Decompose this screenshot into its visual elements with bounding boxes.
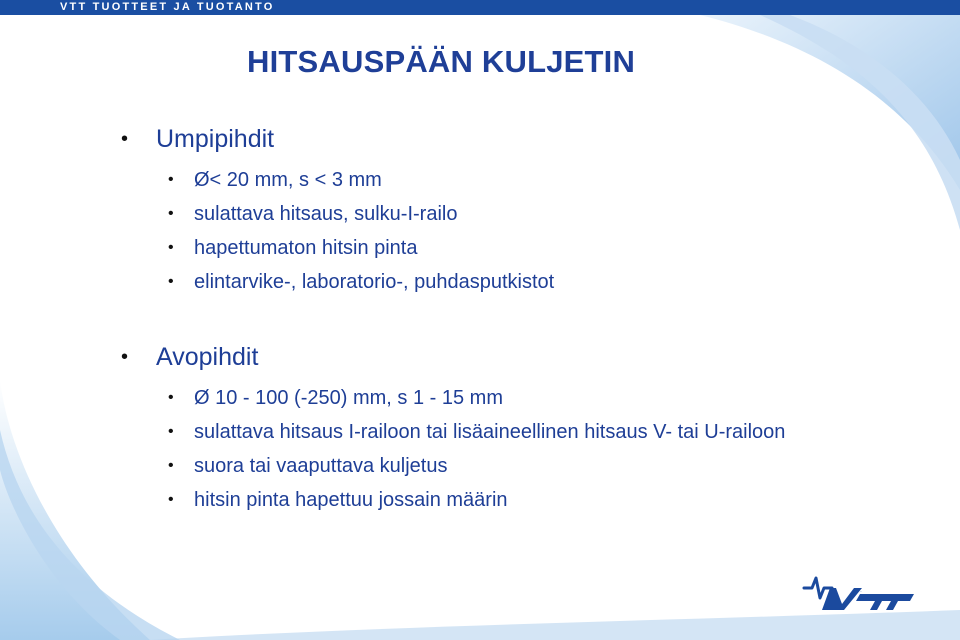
list-item: [0, 235, 900, 261]
list-item: [0, 419, 900, 445]
section-heading-label: Umpipihdit: [156, 125, 275, 153]
section-avopihdit: [0, 342, 900, 513]
vtt-logo-icon: [802, 574, 918, 614]
list-item-text: suora tai vaaputtava kuljetus: [194, 455, 448, 477]
bullet-icon: •: [168, 423, 174, 440]
company-label: VTT TUOTTEET JA TUOTANTO: [60, 1, 275, 13]
list-item: [0, 201, 900, 227]
section-heading: [0, 342, 900, 372]
section-heading: [0, 124, 900, 154]
list-item-text: elintarvike-, laboratorio-, puhdasputkistot: [194, 271, 555, 293]
list-item-text: sulattava hitsaus I-railoon tai lisäaineellinen hitsaus V- tai U-railoon: [194, 421, 786, 443]
list-item-text: sulattava hitsaus, sulku-I-railo: [194, 203, 458, 225]
list-item-text: Ø< 20 mm, s < 3 mm: [194, 169, 382, 191]
logo-text: VTT: [860, 592, 862, 593]
section-heading-label: Avopihdit: [156, 343, 259, 371]
list-item-text: hitsin pinta hapettuu jossain määrin: [194, 489, 508, 511]
section-umpipihdit: [0, 124, 900, 295]
bullet-icon: •: [168, 205, 174, 222]
list-item: [0, 385, 900, 411]
bullet-icon: •: [168, 273, 174, 290]
bullet-icon: •: [168, 389, 174, 406]
list-item: [0, 269, 900, 295]
bullet-icon: •: [121, 346, 129, 368]
bullet-icon: •: [168, 457, 174, 474]
bullet-icon: •: [168, 239, 174, 256]
list-item: [0, 487, 900, 513]
bullet-icon: •: [168, 171, 174, 188]
list-item: [0, 453, 900, 479]
bullet-icon: •: [168, 491, 174, 508]
list-item-text: hapettumaton hitsin pinta: [194, 237, 418, 259]
slide-title: HITSAUSPÄÄN KULJETIN: [247, 44, 636, 79]
list-item: [0, 167, 900, 193]
bullet-icon: •: [121, 128, 129, 150]
list-item-text: Ø 10 - 100 (-250) mm, s 1 - 15 mm: [194, 387, 503, 409]
